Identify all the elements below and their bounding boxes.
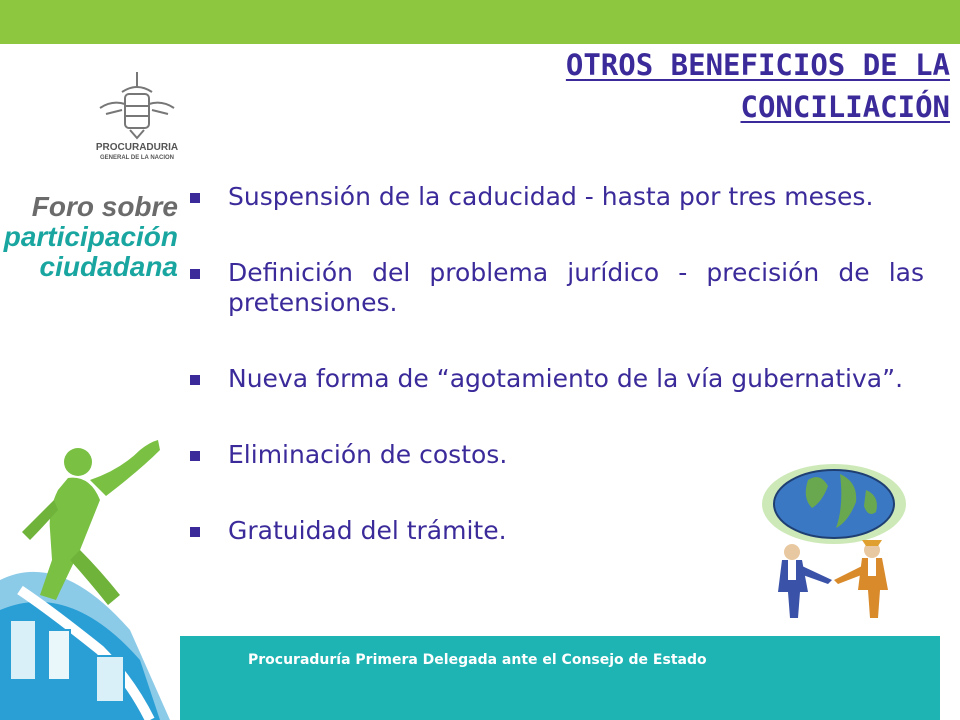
list-item: Eliminación de costos. [186,440,924,470]
seal-line1: PROCURADURIA [95,142,179,153]
slide-title [330,44,950,128]
seal-caption [92,142,182,164]
climbing-figure-illustration [0,420,200,720]
bullet-square-icon [190,193,200,203]
seal-line2: GENERAL DE LA NACION [99,155,174,161]
list-item: Nueva forma de “agotamiento de la vía gubernativa”. [186,364,924,394]
bullet-square-icon [190,527,200,537]
slide-title-line1: OTROS BENEFICIOS DE LA [565,48,950,82]
list-item: Gratuidad del trámite. [186,516,924,546]
list-item: Definición del problema jurídico - precisión de las pretensiones. [186,258,924,318]
list-item: Suspensión de la caducidad - hasta por tres meses. [186,182,924,212]
slide-title-line2: CONCILIACIÓN [740,90,950,124]
footer-bar [180,636,940,720]
globe-handshake-illustration [748,462,938,622]
top-accent-bar [0,0,960,44]
footer-text: Procuraduría Primera Delegada ante el Consejo de Estado [248,652,707,668]
bullet-square-icon [190,451,200,461]
foro-logo-text [0,192,178,282]
foro-line2: participación [3,221,178,252]
bullet-square-icon [190,375,200,385]
bullet-square-icon [190,269,200,279]
foro-line1: Foro sobre [31,191,178,222]
foro-line3: ciudadana [39,251,178,282]
